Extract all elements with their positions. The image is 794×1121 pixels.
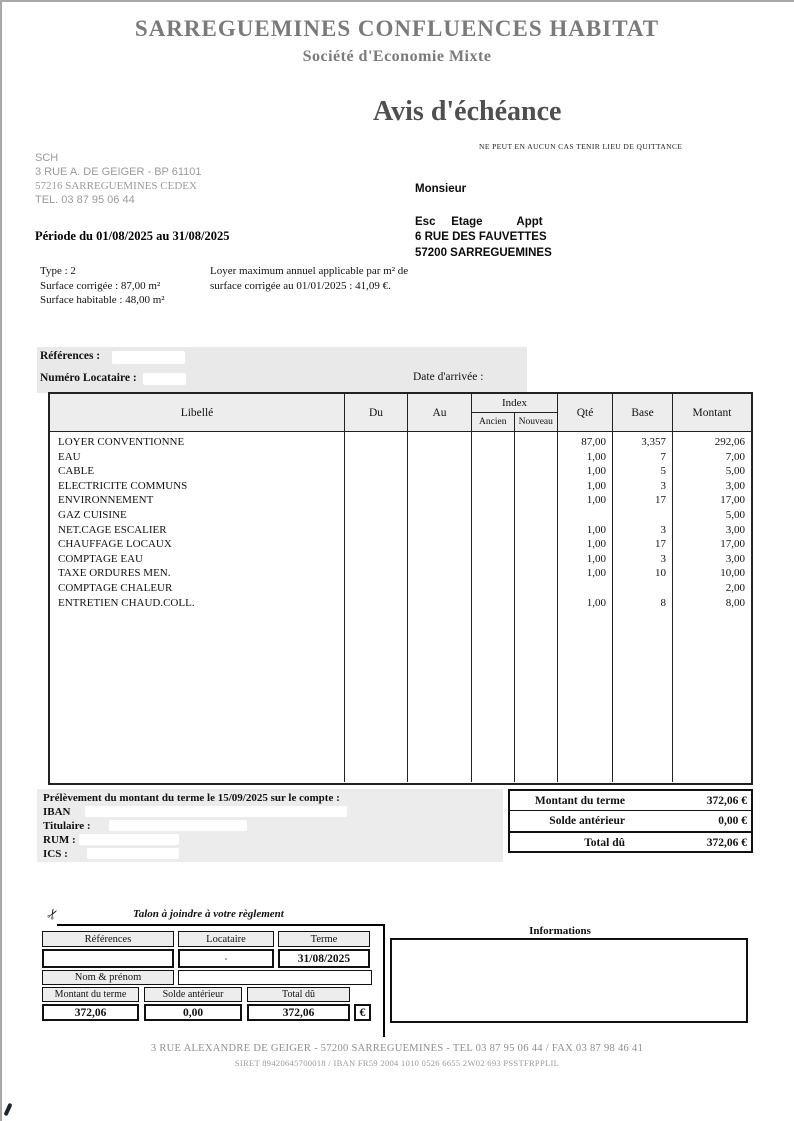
talon-currency-cell: € bbox=[354, 1004, 371, 1021]
page-top-edge bbox=[0, 0, 794, 2]
solde-anterieur-value: 0,00 € bbox=[718, 815, 747, 827]
table-cell-qte: 1,00 bbox=[586, 523, 606, 536]
document-title: Avis d'échéance bbox=[373, 96, 562, 127]
informations-box bbox=[390, 938, 748, 1023]
table-cell-base: 10 bbox=[655, 567, 666, 580]
table-cell-montant: 17,00 bbox=[720, 494, 745, 507]
table-body-col-du bbox=[345, 432, 408, 782]
corner-mark bbox=[4, 1103, 13, 1117]
table-cell-libelle: COMPTAGE CHALEUR bbox=[58, 581, 173, 594]
col-header-du: Du bbox=[345, 394, 408, 431]
charges-table bbox=[48, 392, 753, 785]
totals-row-total bbox=[510, 833, 751, 852]
appt-label: Appt bbox=[516, 216, 543, 228]
col-header-index-group bbox=[472, 394, 558, 431]
table-body-col-montant bbox=[673, 432, 751, 782]
iban-label: IBAN bbox=[43, 806, 71, 818]
table-cell-base: 5 bbox=[660, 465, 666, 478]
talon-solde-header: Solde antérieur bbox=[144, 987, 242, 1002]
table-cell-qte: 87,00 bbox=[581, 436, 606, 448]
sender-name: SCH bbox=[35, 152, 59, 164]
recipient-unit-line bbox=[415, 216, 552, 228]
table-cell-base: 3,357 bbox=[641, 436, 666, 448]
esc-label: Esc bbox=[415, 216, 436, 228]
sender-phone: TEL. 03 87 95 06 44 bbox=[35, 194, 135, 206]
company-name: SARREGUEMINES CONFLUENCES HABITAT bbox=[134, 16, 660, 41]
talon-solde-value: 0,00 bbox=[144, 1004, 242, 1021]
table-cell-qte: 1,00 bbox=[586, 494, 606, 507]
table-cell-montant: 10,00 bbox=[720, 567, 745, 580]
scissors-icon: ✂ bbox=[44, 905, 64, 924]
table-cell-base: 3 bbox=[660, 523, 666, 536]
solde-anterieur-label: Solde antérieur bbox=[549, 815, 625, 827]
table-cell-qte: 1,00 bbox=[586, 538, 606, 551]
payment-line-1: Prélèvement du montant du terme le 15/09/2025 sur le compte : bbox=[43, 792, 340, 804]
table-cell-qte: 1,00 bbox=[586, 465, 606, 478]
talon-terme-header: Terme bbox=[278, 931, 370, 947]
table-cell-libelle: CHAUFFAGE LOCAUX bbox=[58, 538, 172, 551]
table-cell-libelle: ELECTRICITE COMMUNS bbox=[58, 479, 188, 492]
table-cell-base: 17 bbox=[655, 538, 666, 551]
total-du-label: Total dû bbox=[584, 836, 625, 849]
totals-row-solde bbox=[510, 811, 751, 833]
recipient-address-1: 6 RUE DES FAUVETTES bbox=[415, 231, 547, 243]
recipient-address-2: 57200 SARREGUEMINES bbox=[415, 247, 552, 259]
ics-label: ICS : bbox=[43, 848, 68, 860]
total-du-value: 372,06 € bbox=[706, 836, 747, 849]
talon-total-value: 372,06 bbox=[247, 1004, 350, 1021]
etage-label: Etage bbox=[451, 216, 483, 228]
talon-references-header: Références bbox=[42, 931, 174, 947]
table-cell-qte: 1,00 bbox=[586, 450, 606, 463]
dwelling-surface-habitable: Surface habitable : 48,00 m² bbox=[40, 294, 165, 306]
locataire-redacted-dot bbox=[225, 958, 227, 960]
talon-title: Talon à joindre à votre règlement bbox=[133, 908, 284, 920]
talon-terme-value: 31/08/2025 bbox=[278, 949, 370, 968]
period-text: Période du 01/08/2025 au 31/08/2025 bbox=[35, 229, 230, 243]
col-header-nouveau: Nouveau bbox=[518, 417, 553, 427]
table-cell-montant: 3,00 bbox=[725, 523, 745, 536]
dwelling-type: Type : 2 bbox=[40, 265, 76, 277]
table-cell-libelle: EAU bbox=[58, 450, 81, 463]
talon-total-header: Total dû bbox=[247, 987, 350, 1002]
talon-nom-prenom-label: Nom & prénom bbox=[42, 970, 174, 985]
sender-address-1: 3 RUE A. DE GEIGER - BP 61101 bbox=[35, 166, 202, 178]
table-cell-libelle: NET.CAGE ESCALIER bbox=[58, 523, 167, 536]
numero-locataire-label: Numéro Locataire : bbox=[40, 372, 137, 384]
dwelling-surface-corrigee: Surface corrigée : 87,00 m² bbox=[40, 279, 161, 292]
table-cell-base: 8 bbox=[660, 596, 666, 609]
sender-address-2: 57216 SARREGUEMINES CEDEX bbox=[35, 180, 197, 192]
table-cell-base bbox=[613, 581, 672, 596]
col-header-base: Base bbox=[613, 394, 673, 431]
table-cell-qte: 1,00 bbox=[586, 552, 606, 565]
totals-row-montant bbox=[510, 791, 751, 811]
col-header-ancien: Ancien bbox=[472, 413, 515, 431]
montant-terme-label: Montant du terme bbox=[534, 794, 625, 807]
table-cell-qte bbox=[558, 581, 612, 596]
iban-redacted bbox=[85, 806, 347, 817]
table-cell-base: 3 bbox=[660, 479, 666, 492]
date-arrivee-label: Date d'arrivée : bbox=[413, 371, 484, 383]
table-body-col-qte bbox=[558, 432, 613, 782]
references-block bbox=[37, 347, 527, 393]
table-cell-libelle: CABLE bbox=[58, 465, 95, 478]
table-cell-base: 3 bbox=[660, 552, 666, 565]
table-cell-montant: 5,00 bbox=[725, 508, 745, 521]
col-header-montant: Montant bbox=[692, 406, 732, 419]
numero-locataire-redacted bbox=[143, 373, 186, 385]
table-cell-qte bbox=[558, 508, 612, 523]
table-cell-libelle: ENVIRONNEMENT bbox=[58, 494, 154, 507]
recipient-block bbox=[415, 183, 552, 260]
montant-terme-value: 372,06 € bbox=[706, 794, 747, 807]
sender-block bbox=[35, 151, 202, 207]
talon-montant-terme-header: Montant du terme bbox=[42, 987, 139, 1002]
informations-title: Informations bbox=[529, 925, 591, 937]
page-left-edge bbox=[0, 0, 2, 1121]
footer-address: 3 RUE ALEXANDRE DE GEIGER - 57200 SARREGUEMINES - TEL 03 87 95 06 44 / FAX 03 87 98 46 41 bbox=[150, 1043, 644, 1054]
table-cell-montant: 5,00 bbox=[725, 465, 745, 478]
cut-line-vertical bbox=[383, 924, 385, 1037]
totals-box bbox=[508, 789, 753, 853]
table-body-col-au bbox=[408, 432, 472, 782]
table-cell-qte: 1,00 bbox=[586, 479, 606, 492]
rum-label: RUM : bbox=[43, 834, 76, 846]
col-header-au: Au bbox=[408, 394, 472, 431]
col-header-libelle: Libellé bbox=[50, 394, 345, 431]
ics-redacted bbox=[87, 848, 179, 859]
table-cell-libelle: TAXE ORDURES MEN. bbox=[58, 567, 171, 580]
talon-nom-prenom-value bbox=[178, 970, 372, 985]
titulaire-redacted bbox=[109, 820, 247, 831]
table-cell-qte: 1,00 bbox=[586, 596, 606, 609]
table-cell-base: 17 bbox=[655, 494, 666, 507]
loyer-max-text: Loyer maximum annuel applicable par m² de surface corrigée au 01/01/2025 : 41,09 €. bbox=[210, 265, 409, 292]
titulaire-label: Titulaire : bbox=[43, 820, 91, 832]
table-cell-montant: 2,00 bbox=[725, 581, 745, 594]
talon-locataire-header: Locataire bbox=[178, 931, 274, 947]
table-cell-montant: 7,00 bbox=[725, 450, 745, 463]
dwelling-info bbox=[40, 264, 165, 308]
table-cell-libelle: COMPTAGE EAU bbox=[58, 552, 143, 565]
recipient-salutation: Monsieur bbox=[415, 183, 467, 195]
charges-table-header bbox=[50, 394, 751, 432]
table-body-col-base bbox=[613, 432, 673, 782]
table-cell-libelle: ENTRETIEN CHAUD.COLL. bbox=[58, 596, 195, 609]
table-body-col-nouveau bbox=[515, 432, 558, 782]
col-header-qte: Qté bbox=[558, 394, 613, 431]
table-cell-montant: 8,00 bbox=[725, 596, 745, 609]
table-cell-montant: 292,06 bbox=[714, 436, 745, 448]
references-label: Références : bbox=[40, 350, 101, 362]
cut-line-horizontal bbox=[57, 924, 384, 926]
payment-block bbox=[37, 789, 503, 862]
table-cell-libelle: GAZ CUISINE bbox=[58, 508, 127, 521]
table-cell-base bbox=[613, 508, 672, 523]
talon-references-value bbox=[42, 949, 174, 968]
table-cell-montant: 3,00 bbox=[725, 552, 745, 565]
table-cell-libelle: LOYER CONVENTIONNE bbox=[58, 436, 185, 448]
document-note: NE PEUT EN AUCUN CAS TENIR LIEU DE QUITTANCE bbox=[479, 142, 683, 151]
table-cell-montant: 3,00 bbox=[725, 479, 745, 492]
col-header-index: Index bbox=[472, 394, 557, 413]
table-cell-montant: 17,00 bbox=[720, 538, 745, 551]
table-body-col-ancien bbox=[472, 432, 515, 782]
rum-redacted bbox=[79, 834, 179, 845]
table-cell-base: 7 bbox=[660, 450, 666, 463]
footer-siret: SIRET 89420645700018 / IBAN FR59 2004 1010 0526 6655 2W02 693 PSSTFRPPLIL bbox=[234, 1058, 560, 1068]
company-subtitle: Société d'Economie Mixte bbox=[302, 48, 492, 65]
talon-montant-terme-value: 372,06 bbox=[42, 1004, 139, 1021]
references-redacted bbox=[112, 351, 185, 364]
talon-locataire-value bbox=[178, 949, 274, 968]
charges-table-body bbox=[50, 432, 751, 782]
table-body-col-libelle bbox=[50, 432, 345, 782]
table-cell-qte: 1,00 bbox=[586, 567, 606, 580]
